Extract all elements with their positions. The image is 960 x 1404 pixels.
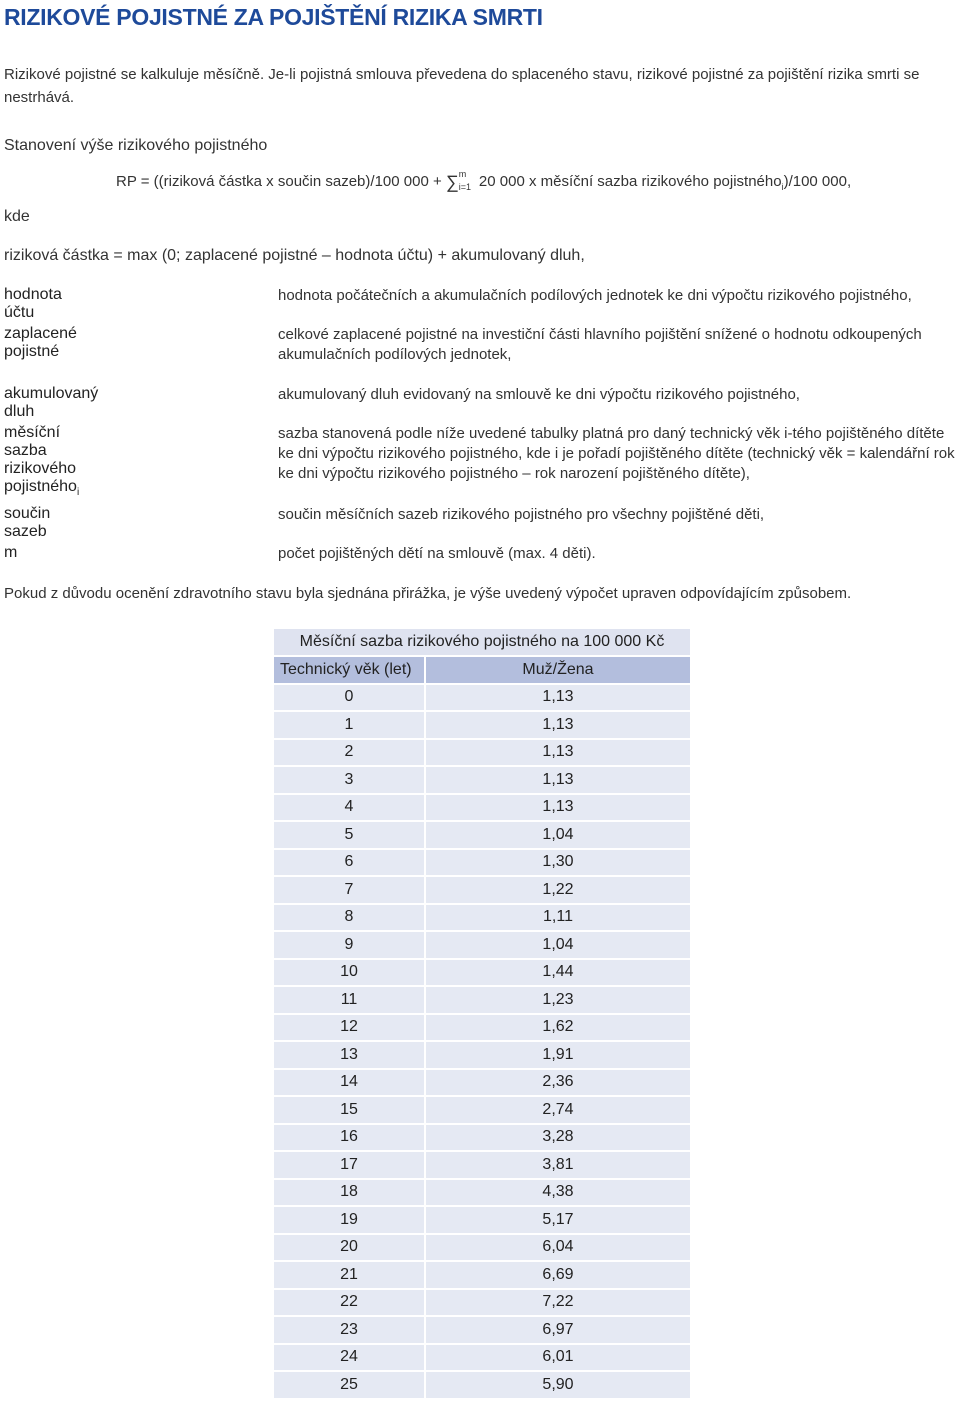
rate-cell: 4,38: [426, 1180, 690, 1206]
table-row: [274, 905, 690, 931]
column-header-technical-age: Technický věk (let): [274, 657, 426, 683]
rate-cell: 6,04: [426, 1235, 690, 1261]
table-row: [274, 960, 690, 986]
definition-description: celkové zaplacené pojistné na investiční části hlavního pojištění snížené o hodnotu odkoupených akumulačních podílových jednotek,: [278, 326, 922, 363]
rate-cell: 1,23: [426, 987, 690, 1013]
rate-cell: 6,97: [426, 1317, 690, 1343]
table-row: [274, 1207, 690, 1233]
table-row: [274, 987, 690, 1013]
rate-cell: 1,13: [426, 712, 690, 738]
table-row: [274, 685, 690, 711]
rate-cell: 1,13: [426, 767, 690, 793]
age-cell: 23: [274, 1317, 426, 1343]
age-cell: 25: [274, 1372, 426, 1398]
surcharge-note: Pokud z důvodu ocenění zdravotního stavu byla sjednána přirážka, je výše uvedený výpočet upraven odpovídajícím způsobem.: [4, 585, 852, 602]
rate-cell: 6,69: [426, 1262, 690, 1288]
age-cell: 9: [274, 932, 426, 958]
table-row: [274, 932, 690, 958]
rate-cell: 1,13: [426, 740, 690, 766]
page-title: RIZIKOVÉ POJISTNÉ ZA POJIŠTĚNÍ RIZIKA SMRTI: [4, 4, 543, 30]
column-header-male-female: Muž/Žena: [426, 657, 690, 683]
age-cell: 1: [274, 712, 426, 738]
age-cell: 13: [274, 1042, 426, 1068]
age-cell: 14: [274, 1070, 426, 1096]
definition-description: počet pojištěných dětí na smlouvě (max. 4 děti).: [278, 545, 596, 562]
definition-term: m: [4, 544, 18, 561]
table-row: [274, 822, 690, 848]
rate-cell: 1,11: [426, 905, 690, 931]
table-row: [274, 1015, 690, 1041]
table-row: [274, 740, 690, 766]
risk-amount-equation: riziková částka = max (0; zaplacené pojistné – hodnota účtu) + akumulovaný dluh,: [4, 247, 585, 264]
definition-term: zaplacené pojistné: [4, 325, 77, 360]
age-cell: 15: [274, 1097, 426, 1123]
rate-cell: 1,30: [426, 850, 690, 876]
rate-cell: 5,90: [426, 1372, 690, 1398]
table-row: [274, 712, 690, 738]
formula-part-3: )/100 000,: [783, 173, 852, 190]
rate-cell: 2,36: [426, 1070, 690, 1096]
rate-cell: 3,81: [426, 1152, 690, 1178]
table-row: [274, 1262, 690, 1288]
table-row: [274, 850, 690, 876]
rate-cell: 1,13: [426, 685, 690, 711]
where-label: kde: [4, 208, 30, 225]
table-row: [274, 1290, 690, 1316]
age-cell: 16: [274, 1125, 426, 1151]
age-cell: 21: [274, 1262, 426, 1288]
table-row: [274, 1042, 690, 1068]
age-cell: 5: [274, 822, 426, 848]
age-cell: 24: [274, 1345, 426, 1371]
age-cell: 11: [274, 987, 426, 1013]
age-cell: 19: [274, 1207, 426, 1233]
definition-description: sazba stanovená podle níže uvedené tabulky platná pro daný technický věk i-tého pojištěného dítěte ke dni výpočtu rizikového pojistného, kde i je pořadí pojištěného dítěte (technický věk = kalendářní rok ke dni výpočtu rizikového pojistného – rok narození pojištěného dítěte),: [278, 425, 955, 482]
section-subheading: Stanovení výše rizikového pojistného: [4, 137, 268, 154]
age-cell: 6: [274, 850, 426, 876]
definition-description: součin měsíčních sazeb rizikového pojistného pro všechny pojištěné děti,: [278, 506, 765, 523]
table-row: [274, 1125, 690, 1151]
definition-term: akumulovaný dluh: [4, 385, 99, 420]
formula-part-1: RP = ((riziková částka x součin sazeb)/100 000 +: [116, 173, 446, 190]
definition-term: hodnota účtu: [4, 286, 62, 321]
rate-cell: 1,91: [426, 1042, 690, 1068]
rate-cell: 1,22: [426, 877, 690, 903]
table-row: [274, 1317, 690, 1343]
formula-part-2: 20 000 x měsíční sazba rizikového pojistného: [474, 173, 782, 190]
age-cell: 20: [274, 1235, 426, 1261]
age-cell: 7: [274, 877, 426, 903]
table-row: [274, 1180, 690, 1206]
rate-cell: 1,44: [426, 960, 690, 986]
age-cell: 0: [274, 685, 426, 711]
intro-paragraph: Rizikové pojistné se kalkuluje měsíčně. Je-li pojistná smlouva převedena do splaceného stavu, rizikové pojistné za pojištění rizika smrti se nestrhává.: [4, 66, 920, 106]
table-row: [274, 1070, 690, 1096]
rate-cell: 6,01: [426, 1345, 690, 1371]
table-row: [274, 1097, 690, 1123]
age-cell: 3: [274, 767, 426, 793]
age-cell: 17: [274, 1152, 426, 1178]
age-cell: 12: [274, 1015, 426, 1041]
table-row: [274, 1345, 690, 1371]
formula-index: i: [781, 182, 784, 192]
rate-cell: 7,22: [426, 1290, 690, 1316]
table-row: [274, 1152, 690, 1178]
sum-upper-limit: m: [458, 169, 467, 180]
definition-description: akumulovaný dluh evidovaný na smlouvě ke dni výpočtu rizikového pojistného,: [278, 386, 800, 403]
rate-cell: 2,74: [426, 1097, 690, 1123]
age-cell: 4: [274, 795, 426, 821]
table-row: [274, 767, 690, 793]
rate-cell: 1,04: [426, 932, 690, 958]
table-row: [274, 1235, 690, 1261]
age-cell: 8: [274, 905, 426, 931]
risk-rate-table: [274, 627, 690, 1400]
sum-lower-limit: i=1: [458, 182, 471, 193]
term-index: i: [76, 487, 80, 499]
definition-description: hodnota počátečních a akumulačních podílových jednotek ke dni výpočtu rizikového pojistného,: [278, 287, 912, 304]
definition-term: měsíční sazba rizikového pojistného: [4, 424, 77, 495]
table-caption: Měsíční sazba rizikového pojistného na 100 000 Kč: [274, 629, 690, 655]
rate-cell: 1,04: [426, 822, 690, 848]
rate-cell: 1,62: [426, 1015, 690, 1041]
sum-limits: [458, 169, 473, 193]
table-row: [274, 1372, 690, 1398]
rate-cell: 5,17: [426, 1207, 690, 1233]
rate-cell: 1,13: [426, 795, 690, 821]
age-cell: 18: [274, 1180, 426, 1206]
sum-symbol: ∑: [445, 172, 459, 192]
risk-premium-formula: [116, 169, 852, 193]
definition-term-with-index: [4, 424, 79, 498]
table-row: [274, 877, 690, 903]
table-row: [274, 795, 690, 821]
rate-cell: 3,28: [426, 1125, 690, 1151]
definition-term: součin sazeb: [4, 505, 51, 540]
age-cell: 22: [274, 1290, 426, 1316]
age-cell: 2: [274, 740, 426, 766]
age-cell: 10: [274, 960, 426, 986]
